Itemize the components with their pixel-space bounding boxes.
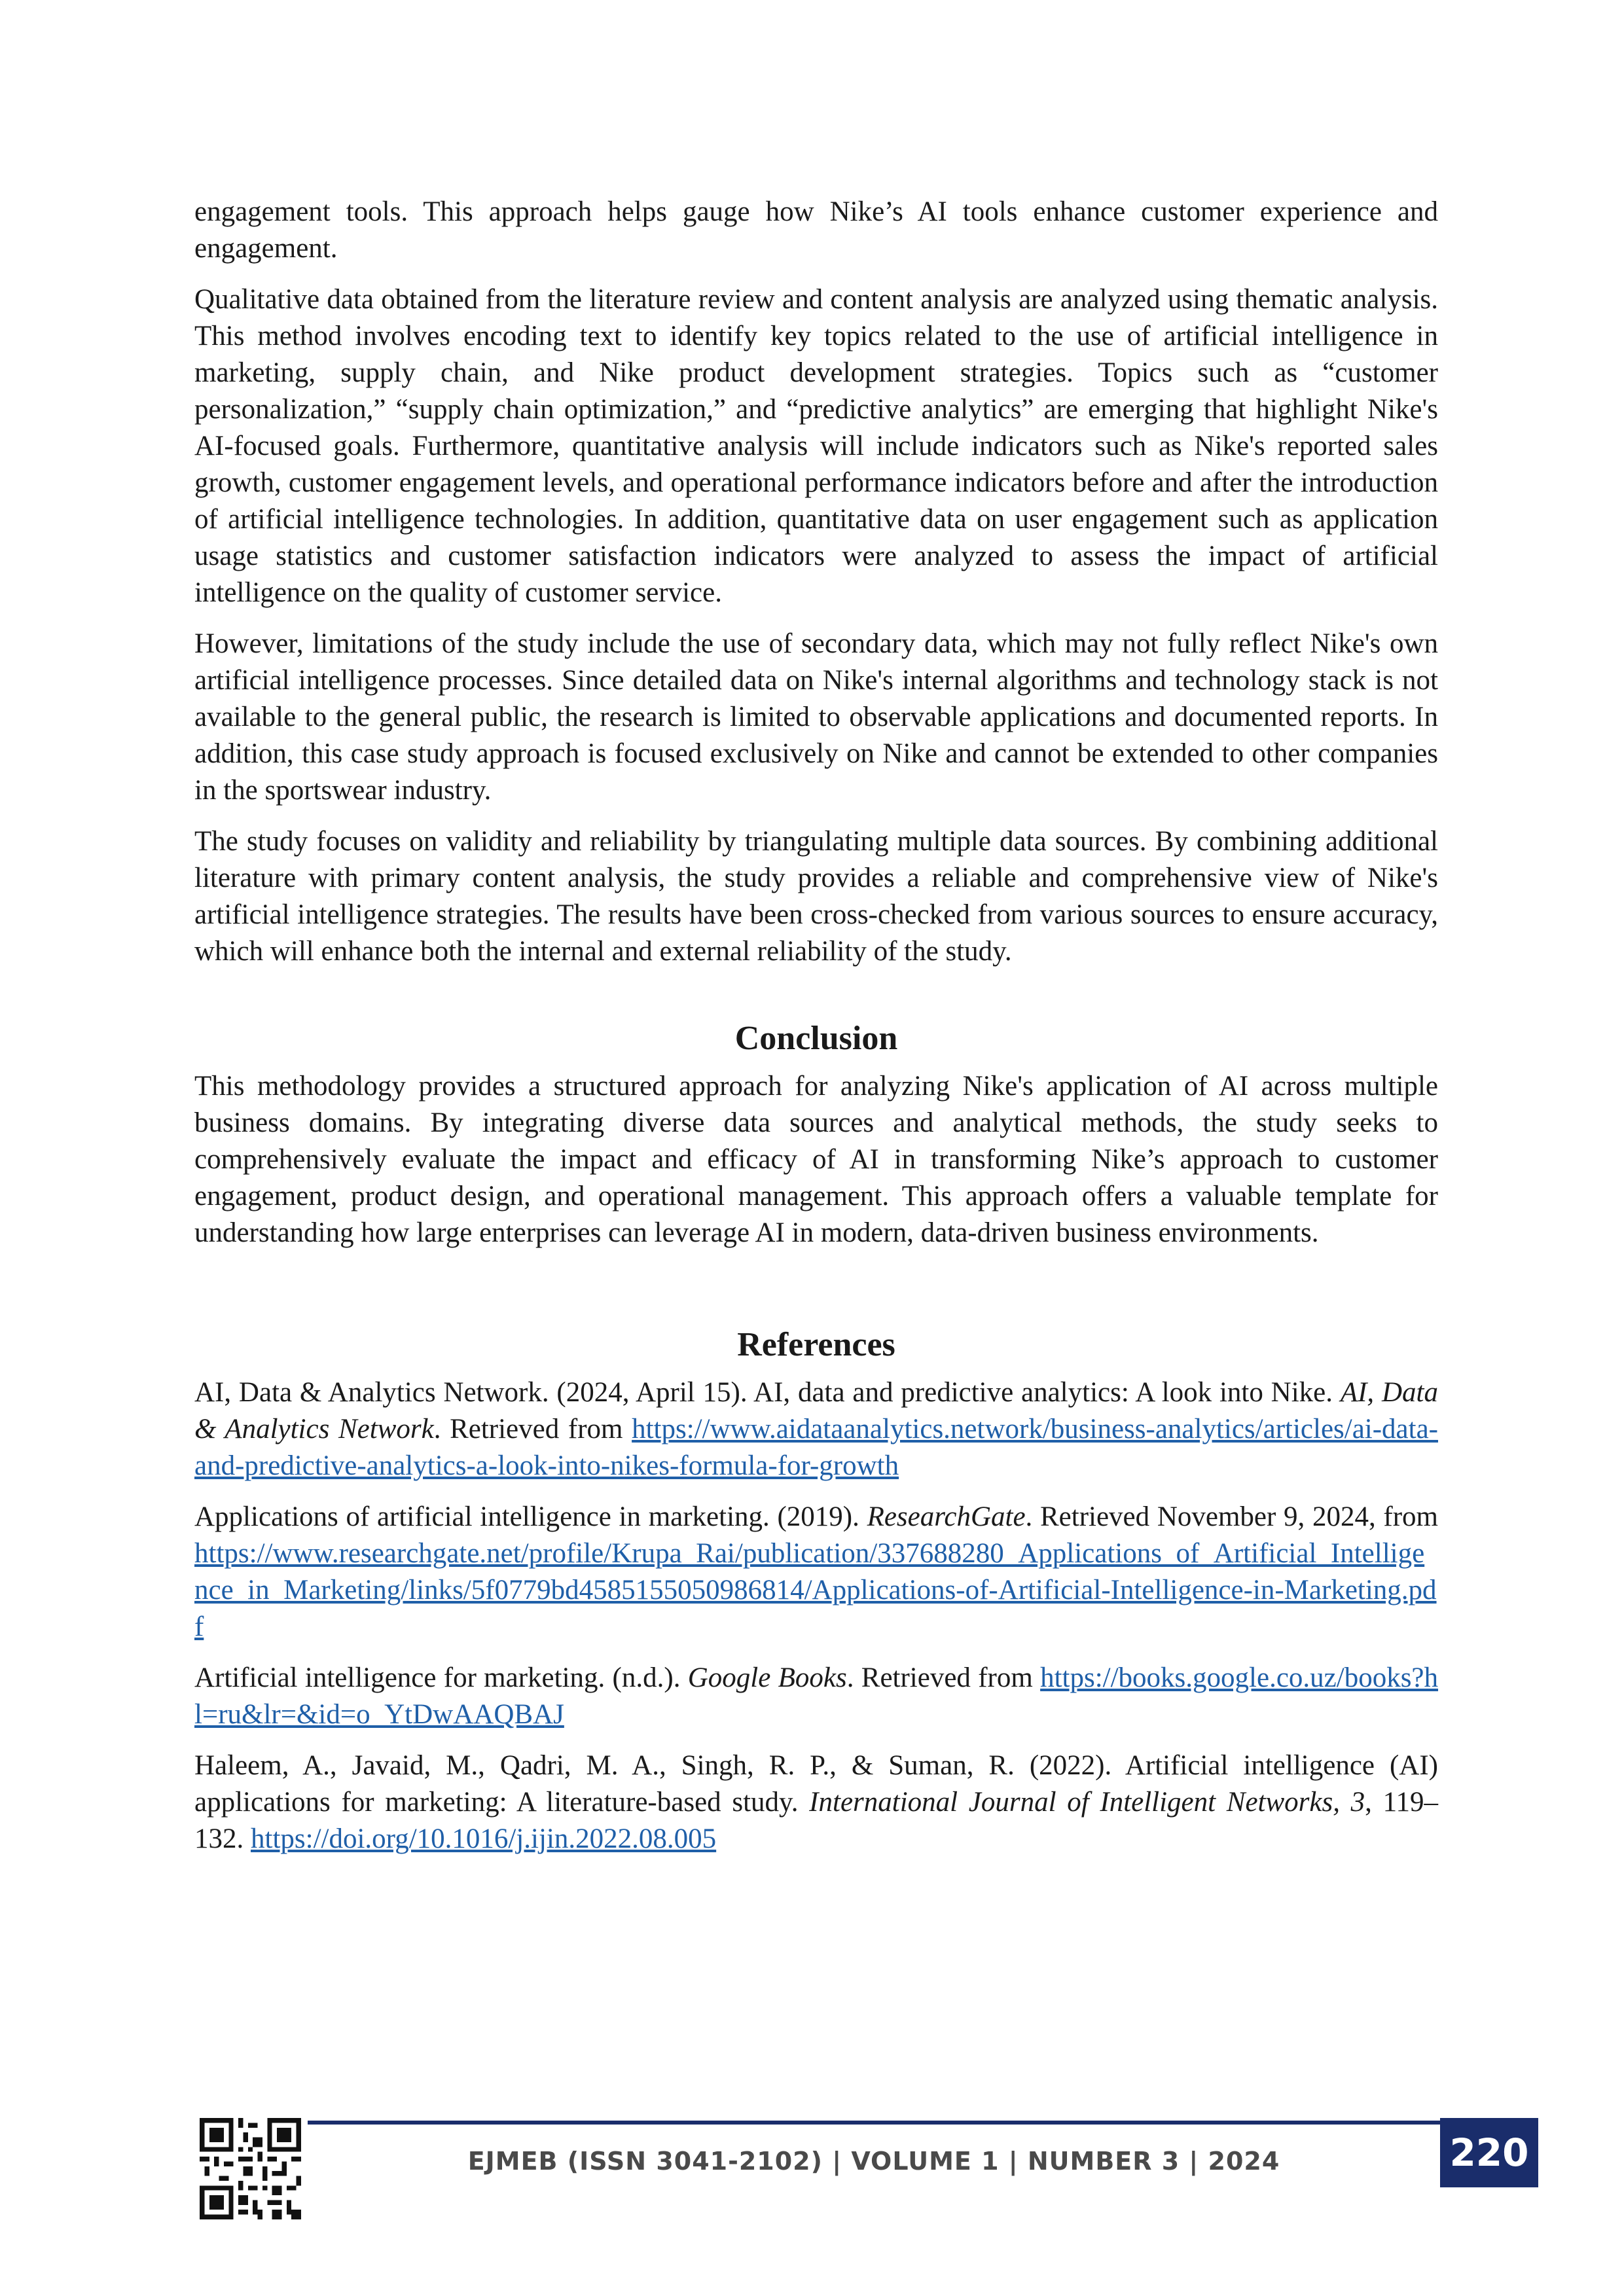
page-number: 220 <box>1449 2130 1529 2175</box>
reference-link[interactable]: https://www.researchgate.net/profile/Krupa_Rai/publication/337688280_Applications_of_Artificial_Intelligence_in_Marketing/links/5f0779bd4585155050986814/Applications-of-Artificial-Intelligence-in-Marketing.pdf <box>194 1538 1437 1642</box>
reference-text: . Retrieved November 9, 2024, from <box>1025 1501 1438 1532</box>
body-paragraph: However, limitations of the study include the use of secondary data, which may not fully reflect Nike's own artificial intelligence processes. Since detailed data on Nike's internal algorithms and technology stack is not available to the general public, the research is limited to observable applications and documented reports. In addition, this case study approach is focused exclusively on Nike and cannot be extended to other companies in the sportswear industry. <box>194 628 1438 806</box>
conclusion-paragraph: This methodology provides a structured approach for analyzing Nike's application of AI across multiple business domains. By integrating diverse data sources and analytical methods, the study seeks to comprehensively evaluate the impact and efficacy of AI in transforming Nike’s approach to customer engagement, product design, and operational management. This approach offers a valuable template for understanding how large enterprises can leverage AI in modern, data-driven business environments. <box>194 1071 1438 1248</box>
reference-text: , 119–132. <box>194 1787 1439 1854</box>
reference-text: . Retrieved from <box>433 1414 632 1444</box>
qr-code-icon <box>200 2118 301 2219</box>
references-heading: References <box>737 1326 895 1363</box>
reference-link[interactable]: https://www.aidataanalytics.network/business-analytics/articles/ai-data-and-predictive-analytics-a-look-into-nikes-formula-for-growth <box>194 1414 1438 1481</box>
reference-source: ResearchGate <box>867 1501 1026 1532</box>
reference-source: AI, Data & Analytics Network <box>194 1377 1438 1444</box>
reference-text: . Retrieved from <box>846 1662 1041 1693</box>
page-number-badge <box>1440 2118 1538 2187</box>
reference-text: AI, Data & Analytics Network. (2024, April 15). AI, data and predictive analytics: A look into Nike. <box>194 1377 1341 1408</box>
reference-link[interactable]: https://doi.org/10.1016/j.ijin.2022.08.005 <box>251 1823 717 1854</box>
body-paragraph: The study focuses on validity and reliability by triangulating multiple data sources. By combining additional literature with primary content analysis, the study provides a reliable and comprehensive view of Nike's artificial intelligence strategies. The results have been cross-checked from various sources to ensure accuracy, which will enhance both the internal and external reliability of the study. <box>194 826 1438 967</box>
reference-link[interactable]: https://books.google.co.uz/books?hl=ru&lr=&id=o_YtDwAAQBAJ <box>194 1662 1439 1730</box>
journal-citation: EJMEB (ISSN 3041-2102) | VOLUME 1 | NUMBER 3 | 2024 <box>467 2147 1280 2176</box>
reference-text: Artificial intelligence for marketing. (n.d.). <box>194 1662 688 1693</box>
body-paragraph: Qualitative data obtained from the literature review and content analysis are analyzed using thematic analysis. This method involves encoding text to identify key topics related to the use of artificial intelligence in marketing, supply chain, and Nike product development strategies. Topics such as “customer personalization,” “supply chain optimization,” and “predictive analytics” are emerging that highlight Nike's AI-focused goals. Furthermore, quantitative analysis will include indicators such as Nike's reported sales growth, customer engagement levels, and operational performance indicators before and after the introduction of artificial intelligence technologies. In addition, quantitative data on user engagement such as application usage statistics and customer satisfaction indicators were analyzed to assess the impact of artificial intelligence on the quality of customer service. <box>194 284 1438 608</box>
page-content <box>194 194 1438 1872</box>
reference-item <box>194 1374 1438 1484</box>
reference-source: Google Books <box>687 1662 847 1693</box>
reference-text: Haleem, A., Javaid, M., Qadri, M. A., Singh, R. P., & Suman, R. (2022). Artificial intelligence (AI) applications for marketing: A literature-based study. <box>194 1750 1438 1818</box>
conclusion-heading: Conclusion <box>734 1020 898 1057</box>
body-paragraph: engagement tools. This approach helps gauge how Nike’s AI tools enhance customer experience and engagement. <box>194 196 1438 264</box>
reference-source: International Journal of Intelligent Networks, 3 <box>809 1787 1365 1818</box>
reference-item <box>194 1499 1438 1645</box>
footer-rule <box>308 2121 1440 2125</box>
reference-item <box>194 1748 1438 1857</box>
reference-text: Applications of artificial intelligence in marketing. (2019). <box>194 1501 867 1532</box>
reference-item <box>194 1660 1438 1733</box>
